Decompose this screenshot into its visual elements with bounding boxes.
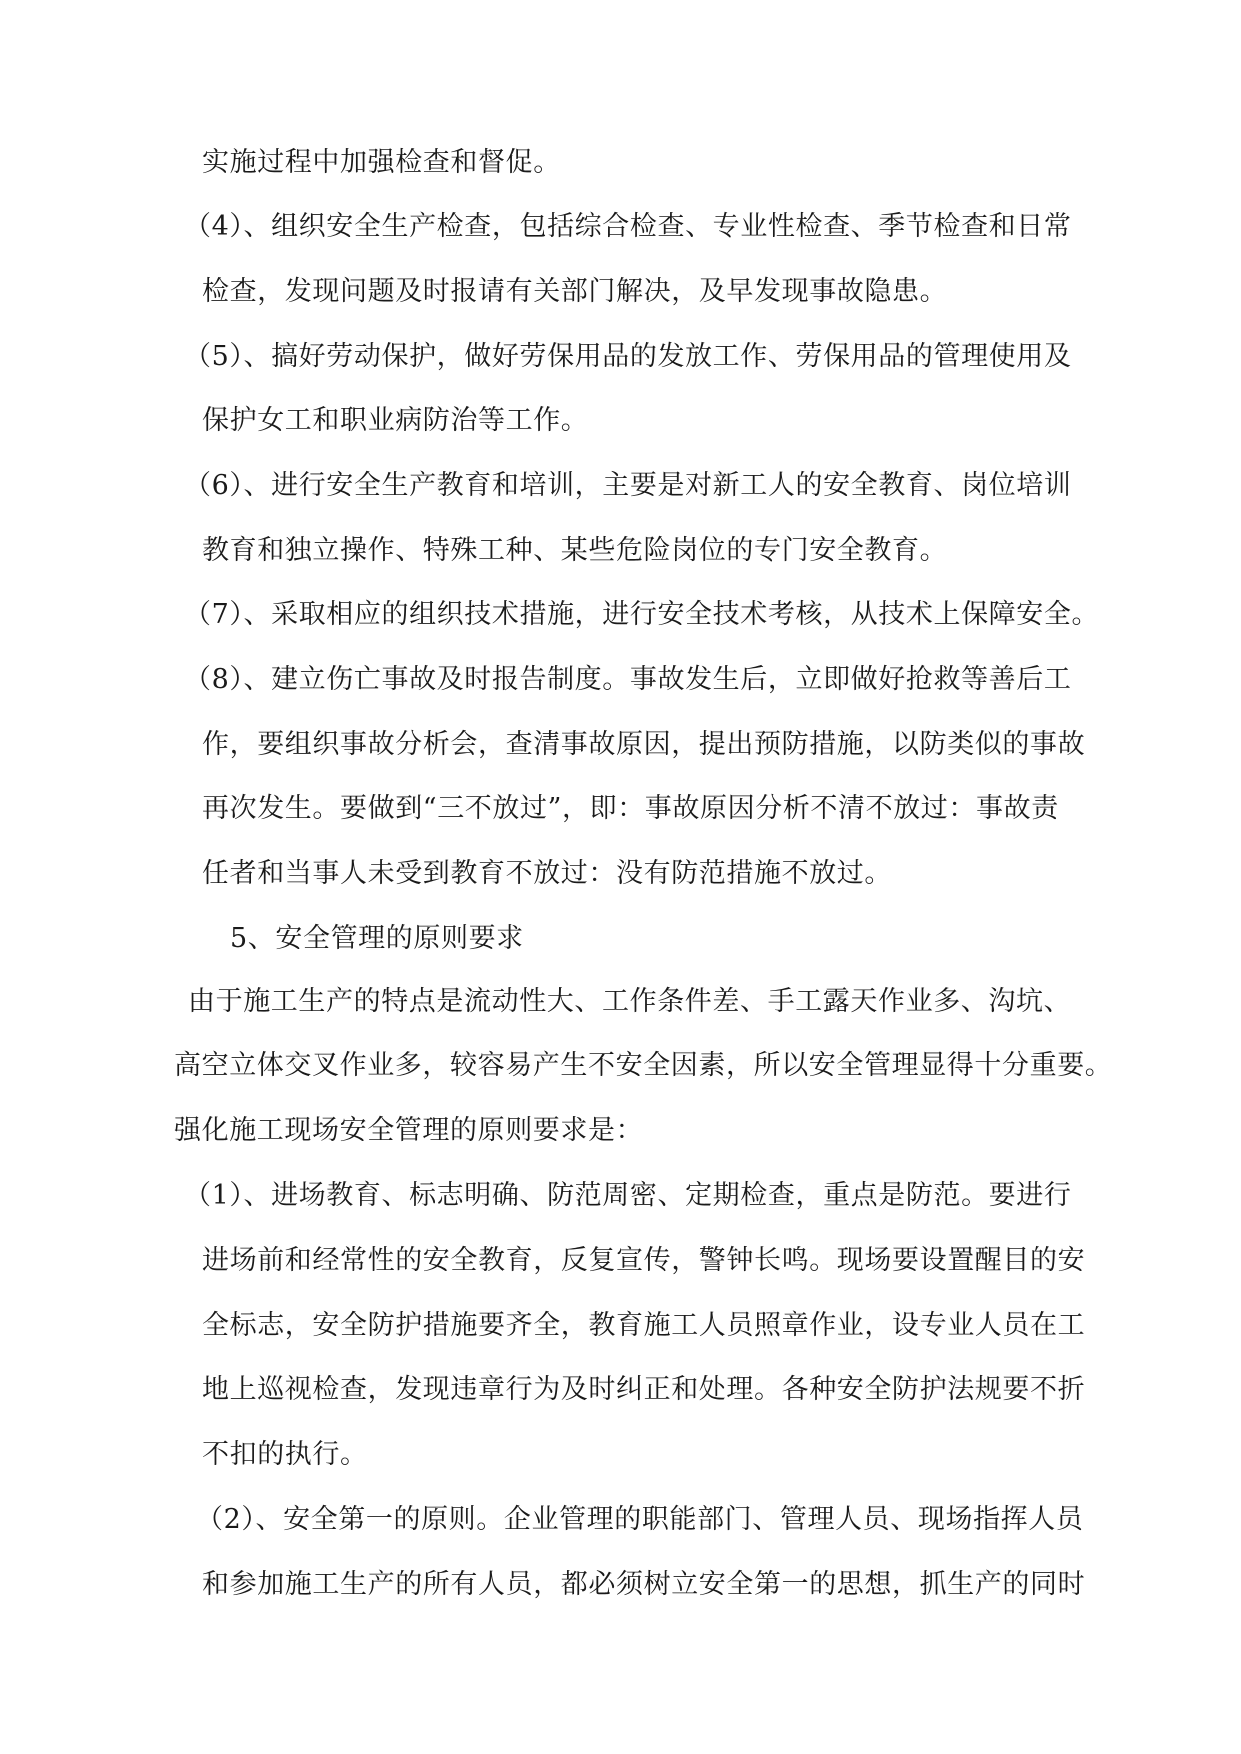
text-line: 强化施工现场安全管理的原则要求是： bbox=[174, 1115, 644, 1146]
text-line: 高空立体交叉作业多，较容易产生不安全因素，所以安全管理显得十分重要。 bbox=[174, 1050, 1113, 1081]
text-line: 保护女工和职业病防治等工作。 bbox=[202, 405, 589, 436]
text-line: （8）、建立伤亡事故及时报告制度。事故发生后，立即做好抢救等善后工 bbox=[184, 664, 1072, 695]
text-line: 作，要组织事故分析会，查清事故原因，提出预防措施，以防类似的事故 bbox=[202, 729, 1086, 760]
text-line: 和参加施工生产的所有人员，都必须树立安全第一的思想，抓生产的同时 bbox=[202, 1569, 1086, 1600]
text-line: 由于施工生产的特点是流动性大、工作条件差、手工露天作业多、沟坑、 bbox=[188, 986, 1072, 1017]
text-line: 教育和独立操作、特殊工种、某些危险岗位的专门安全教育。 bbox=[202, 535, 948, 566]
text-line: 检查，发现问题及时报请有关部门解决，及早发现事故隐患。 bbox=[202, 276, 948, 307]
text-line: （6）、进行安全生产教育和培训，主要是对新工人的安全教育、岗位培训 bbox=[184, 470, 1072, 501]
text-line: （5）、搞好劳动保护，做好劳保用品的发放工作、劳保用品的管理使用及 bbox=[184, 341, 1072, 372]
text-line: 地上巡视检查，发现违章行为及时纠正和处理。各种安全防护法规要不折 bbox=[202, 1374, 1086, 1405]
text-line: 进场前和经常性的安全教育，反复宣传，警钟长鸣。现场要设置醒目的安 bbox=[202, 1245, 1086, 1276]
text-line: （4）、组织安全生产检查，包括综合检查、专业性检查、季节检查和日常 bbox=[184, 211, 1072, 242]
text-line: （7）、采取相应的组织技术措施，进行安全技术考核，从技术上保障安全。 bbox=[184, 599, 1100, 630]
section-heading: 5、安全管理的原则要求 bbox=[230, 923, 524, 954]
text-line: （1）、进场教育、标志明确、防范周密、定期检查，重点是防范。要进行 bbox=[184, 1180, 1072, 1211]
text-line: 不扣的执行。 bbox=[202, 1439, 368, 1470]
text-line: 全标志，安全防护措施要齐全，教育施工人员照章作业，设专业人员在工 bbox=[202, 1310, 1086, 1341]
text-line: （2）、安全第一的原则。企业管理的职能部门、管理人员、现场指挥人员 bbox=[196, 1504, 1084, 1535]
text-line: 任者和当事人未受到教育不放过：没有防范措施不放过。 bbox=[202, 858, 892, 889]
text-line: 实施过程中加强检查和督促。 bbox=[202, 147, 561, 178]
text-line: 再次发生。要做到“三不放过”，即：事故原因分析不清不放过：事故责 bbox=[202, 793, 1059, 824]
